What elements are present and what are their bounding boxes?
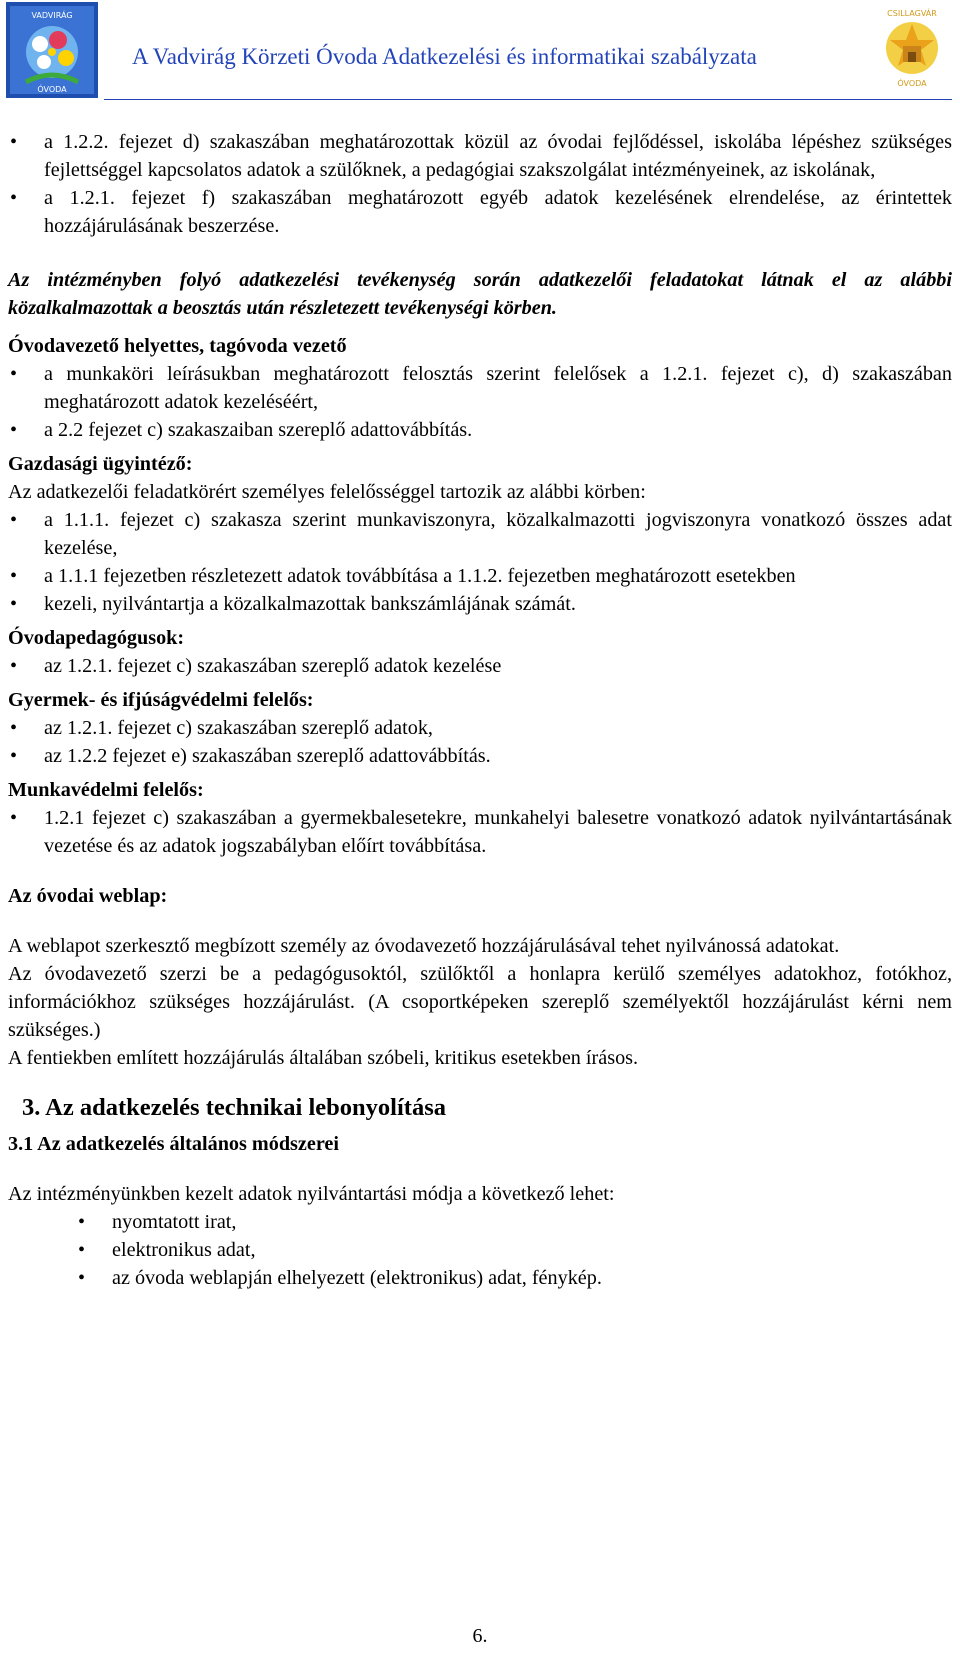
bullet-icon: •: [10, 363, 18, 385]
list-item: • nyomtatott irat,: [8, 1208, 952, 1236]
section-heading-gyermekvedelmi: Gyermek- és ifjúságvédelmi felelős:: [8, 689, 314, 711]
bullet-icon: •: [10, 131, 18, 153]
right-logo-text-bottom: ÓVODA: [897, 79, 927, 88]
list-item: • az 1.2.2 fejezet e) szakaszában szereplő adattovábbítás.: [8, 742, 952, 770]
weblap-paragraph: A weblapot szerkesztő megbízott személy az óvodavezető hozzájárulásával tehet nyilvánossá adatokat.: [8, 935, 840, 957]
section-heading-weblap: Az óvodai weblap:: [8, 885, 168, 907]
list-item: • a 1.2.1. fejezet f) szakaszában meghatározott egyéb adatok kezelésének elrendelése, az érintettek hozzájárulásának beszerzése.: [8, 184, 952, 240]
left-logo-text-top: VADVIRÁG: [31, 11, 73, 20]
bullet-icon: •: [10, 593, 18, 615]
list-item: • az 1.2.1. fejezet c) szakaszában szereplő adatok,: [8, 714, 952, 742]
chapter-title: 3. Az adatkezelés technikai lebonyolítása: [22, 1094, 446, 1121]
page-number: 6.: [472, 1625, 488, 1647]
list-item: • kezeli, nyilvántartja a közalkalmazottak bankszámlájának számát.: [8, 590, 952, 618]
italic-paragraph: Az intézményben folyó adatkezelési tevékenység során adatkezelői feladatokat látnak el az alábbi közalkalmazottak a beosztás után részletezett tevékenységi körben.: [8, 269, 952, 319]
bullet-icon: •: [10, 745, 18, 767]
header-divider: [104, 99, 952, 100]
csillagvar-logo: [876, 4, 948, 90]
chapter-subtitle: 3.1 Az adatkezelés általános módszerei: [8, 1133, 339, 1155]
list-item: • az óvoda weblapján elhelyezett (elektronikus) adat, fénykép.: [8, 1264, 952, 1292]
weblap-paragraph: Az óvodavezető szerzi be a pedagógusoktól, szülőktől a honlapra kerülő személyes adatokhoz, fotókhoz, információkhoz szükséges hozzájárulást. (A csoportképeken szereplő személyektől hozzájárulást kérni nem szükséges.): [8, 963, 952, 1041]
bullet-icon: •: [10, 509, 18, 531]
list-item: • a 1.1.1. fejezet c) szakasza szerint munkaviszonyra, közalkalmazotti jogviszonyra vonatkozó összes adat kezelése,: [8, 506, 952, 562]
list-item: • elektronikus adat,: [8, 1236, 952, 1264]
document-body: [8, 128, 952, 1292]
list-item: • a munkaköri leírásukban meghatározott felosztás szerint felelősek a 1.2.1. fejezet c), d) szakaszában meghatározott adatok kezeléséért,: [8, 360, 952, 416]
section-intro: Az adatkezelői feladatkörért személyes felelősséggel tartozik az alábbi körben:: [8, 481, 646, 503]
bullet-icon: •: [78, 1239, 86, 1261]
list-item: • 1.2.1 fejezet c) szakaszában a gyermekbalesetekre, munkahelyi balesetre vonatkozó adatok nyilvántartásának vezetése és az adatok jogszabályban előírt továbbítása.: [8, 804, 952, 860]
chapter-intro: Az intézményünkben kezelt adatok nyilvántartási módja a következő lehet:: [8, 1183, 615, 1205]
right-logo-text-top: CSILLAGVÁR: [887, 9, 937, 18]
page-header: [0, 0, 960, 104]
document-title: A Vadvirág Körzeti Óvoda Adatkezelési és informatikai szabályzata: [132, 44, 757, 69]
bullet-icon: •: [10, 419, 18, 441]
list-item: • a 1.1.1 fejezetben részletezett adatok továbbítása a 1.1.2. fejezetben meghatározott esetekben: [8, 562, 952, 590]
bullet-icon: •: [10, 565, 18, 587]
list-item: • a 2.2 fejezet c) szakaszaiban szereplő adattovábbítás.: [8, 416, 952, 444]
bullet-icon: •: [78, 1267, 86, 1289]
section-heading-gazdasagi: Gazdasági ügyintéző:: [8, 453, 193, 475]
left-logo-text-bottom: ÓVODA: [37, 85, 67, 94]
bullet-icon: •: [10, 717, 18, 739]
vadvirag-logo: [6, 2, 98, 98]
bullet-icon: •: [10, 187, 18, 209]
section-heading-munkavedelmi: Munkavédelmi felelős:: [8, 779, 204, 801]
section-heading-pedagogusok: Óvodapedagógusok:: [8, 627, 185, 649]
section-heading-vezeto: Óvodavezető helyettes, tagóvoda vezető: [8, 335, 347, 357]
bullet-icon: •: [10, 655, 18, 677]
bullet-icon: •: [78, 1211, 86, 1233]
list-item: • a 1.2.2. fejezet d) szakaszában meghatározottak közül az óvodai fejlődéssel, iskolába lépéshez szükséges fejlettséggel kapcsolatos adatok a szülőknek, a pedagógiai szakszolgálat intézményeinek, az iskolának,: [8, 128, 952, 184]
bullet-icon: •: [10, 807, 18, 829]
weblap-paragraph: A fentiekben említett hozzájárulás általában szóbeli, kritikus esetekben írásos.: [8, 1047, 639, 1069]
list-item: • az 1.2.1. fejezet c) szakaszában szereplő adatok kezelése: [8, 652, 952, 680]
